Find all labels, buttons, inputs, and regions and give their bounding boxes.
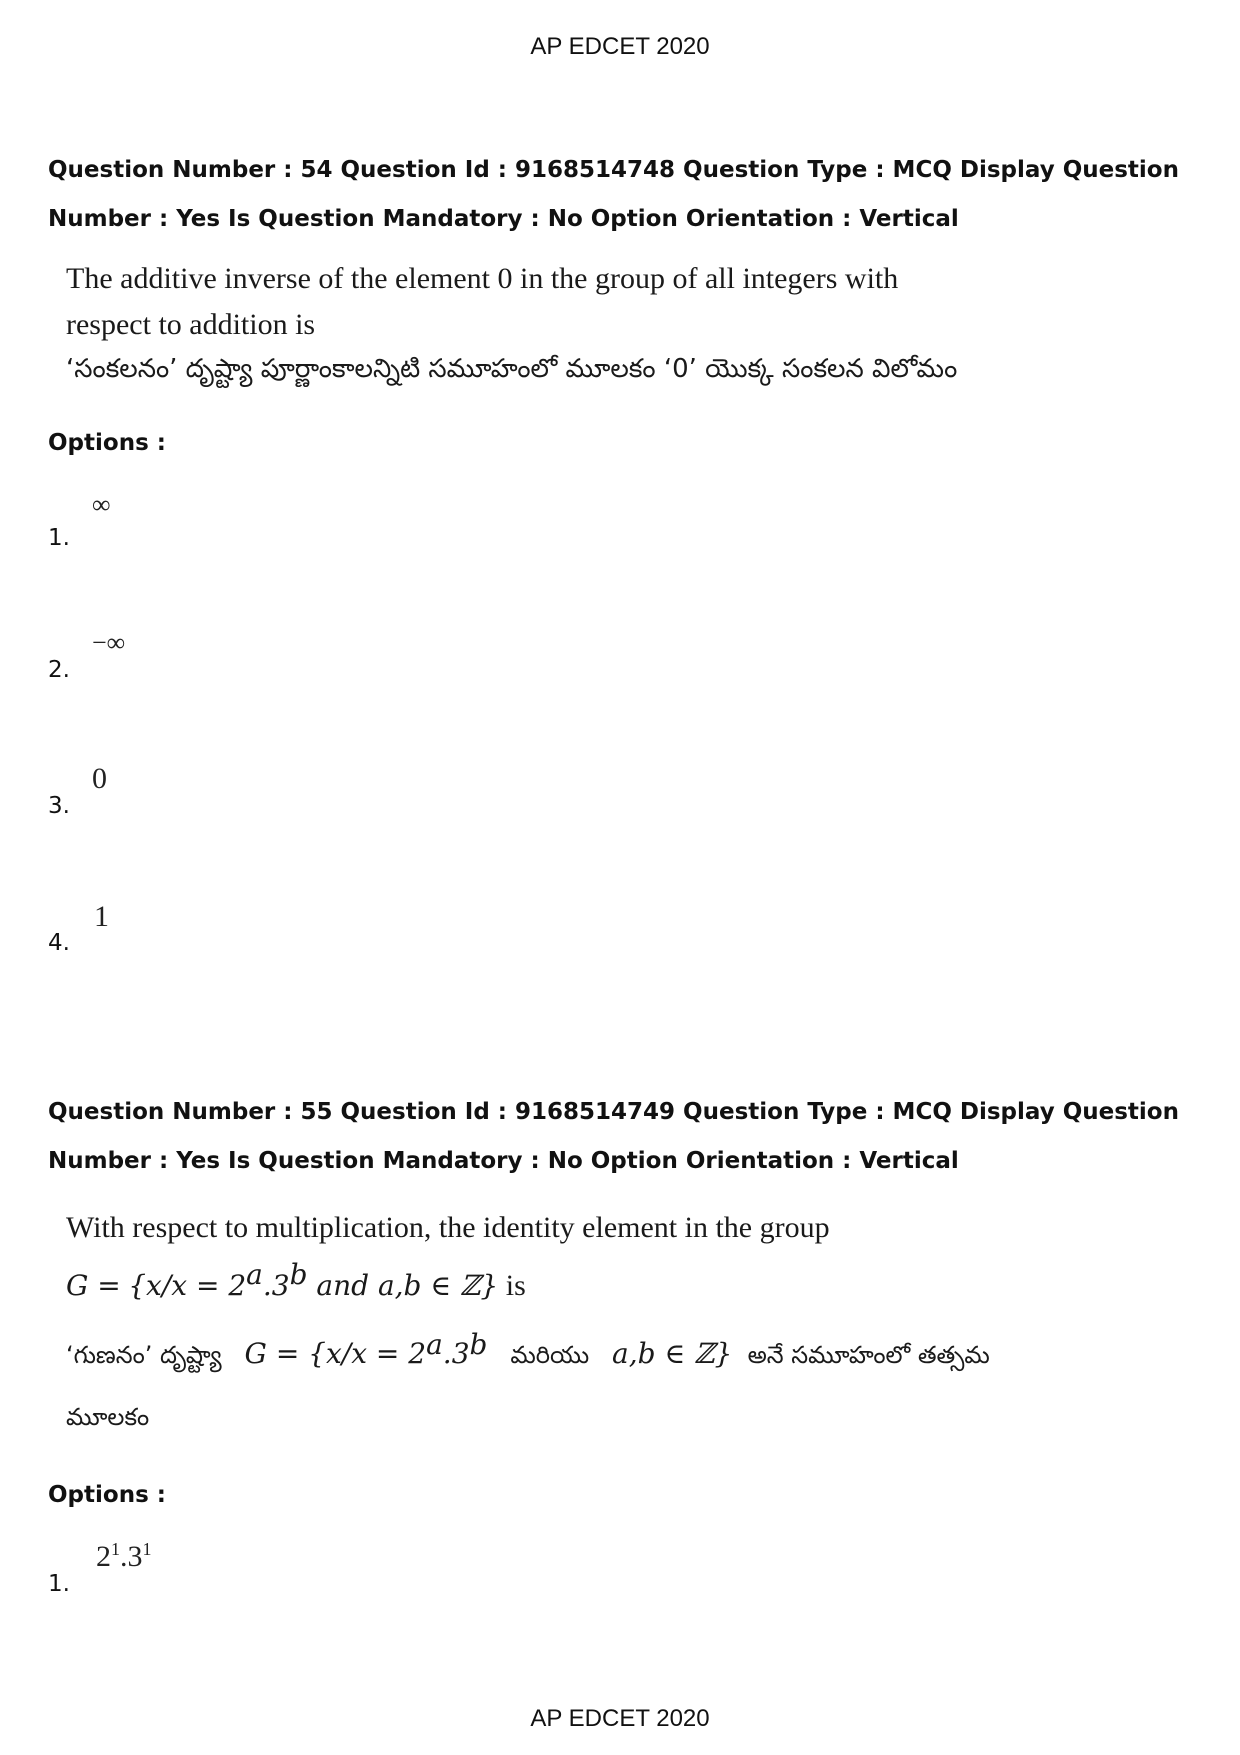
question-text-telugu: ‘గుణనం’ దృష్ట్యా $G = \{x/x = 2^a.3^b$ మరియు a,b ∈ ℤ} అనే సమూహంలో తత్సమ [66,1328,990,1370]
option-1-value[interactable]: ∞ [92,490,111,519]
option-4-value[interactable]: 1 [94,900,109,933]
option-1-value[interactable]: $2^1.3^1$ [96,1539,152,1573]
page-footer: AP EDCET 2020 [530,1705,710,1732]
question-meta-line: Number : Yes Is Question Mandatory : No Option Orientation : Vertical [48,206,959,232]
question-meta-line: Question Number : 55 Question Id : 9168514749 Question Type : MCQ Display Question [48,1099,1179,1125]
option-number: 1. [48,525,70,551]
question-meta-line: Number : Yes Is Question Mandatory : No Option Orientation : Vertical [48,1148,959,1174]
option-number: 2. [48,657,70,683]
question-54-meta [48,146,1198,244]
option-2-value[interactable]: −∞ [92,628,126,657]
question-55-meta [48,1088,1198,1186]
question-text-telugu: మూలకం [66,1403,150,1431]
question-text-english: respect to addition is [66,308,316,341]
page-header: AP EDCET 2020 [530,33,710,60]
options-label: Options : [48,430,166,456]
question-text-telugu: ‘సంకలనం’ దృష్ట్యా పూర్ణాంకాలన్నిటి సమూహంలో మూలకం ‘0’ యొక్క సంకలన విలోమం [66,354,958,384]
question-meta-line: Question Number : 54 Question Id : 9168514748 Question Type : MCQ Display Question [48,157,1179,183]
options-label: Options : [48,1482,166,1508]
option-number: 1. [48,1571,70,1597]
option-3-value[interactable]: 0 [92,762,107,795]
question-text-english: With respect to multiplication, the identity element in the group [66,1211,830,1244]
question-text-english: The additive inverse of the element 0 in the group of all integers with [66,262,899,295]
option-number: 4. [48,930,70,956]
option-number: 3. [48,793,70,819]
question-math-expression: $G = \{x/x = 2^a.3^b$ and a,b ∈ ℤ} is [66,1258,526,1302]
